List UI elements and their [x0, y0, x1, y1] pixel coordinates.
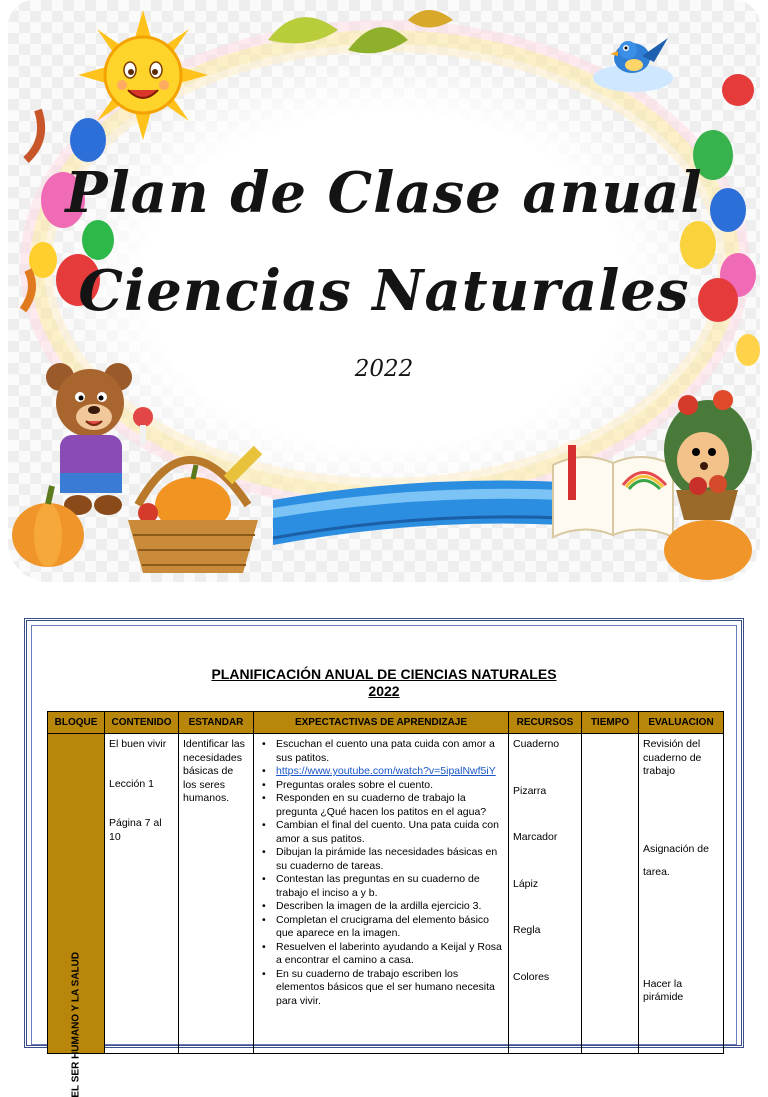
- recurso-item: Colores: [513, 970, 550, 983]
- cell-evaluacion: [639, 734, 724, 1054]
- estandar-text: Identificar las necesidades básicas de los seres humanos.: [183, 738, 245, 804]
- cover-year: 2022: [354, 356, 414, 382]
- cover-title-line-1: Plan de Clase anual: [65, 160, 703, 226]
- list-item: • En su cuaderno de trabajo escriben los elementos básicos que el ser humano necesita para vivir.: [258, 968, 504, 1009]
- planning-title: PLANIFICACIÓN ANUAL DE CIENCIAS NATURALES: [211, 666, 557, 682]
- evaluacion-item: tarea.: [643, 866, 670, 878]
- bird-icon: [588, 20, 678, 100]
- list-item: • Escuchan el cuento una pata cuida con amor a sus patitos.: [258, 738, 504, 765]
- list-item: • Contestan las preguntas en su cuaderno de trabajo el inciso a y b.: [258, 873, 504, 900]
- video-link[interactable]: https://www.youtube.com/watch?v=5ipalNwf5iY: [276, 765, 496, 777]
- planning-year: 2022: [368, 683, 400, 699]
- list-item: • Cambian el final del cuento. Una pata cuida con amor a sus patitos.: [258, 819, 504, 846]
- header-expectativas: EXPECTACTIVAS DE APRENDIZAJE: [254, 712, 509, 734]
- evaluacion-item: Asignación de: [643, 842, 709, 855]
- planning-table: [47, 711, 724, 1097]
- header-evaluacion: EVALUACION: [639, 712, 724, 734]
- leaves-top-icon: [258, 0, 458, 70]
- recurso-item: Regla: [513, 924, 541, 936]
- cell-tiempo: [582, 734, 639, 1054]
- recurso-item: Lápiz: [513, 877, 539, 890]
- cell-estandar: [179, 734, 254, 1054]
- list-item: • Responden en su cuaderno de trabajo la pregunta ¿Qué hacen los patitos en el agua?: [258, 792, 504, 819]
- list-item: [258, 765, 504, 779]
- list-item: • Resuelven el laberinto ayudando a Keijal y Rosa a encontrar el camino a casa.: [258, 941, 504, 968]
- header-tiempo: TIEMPO: [582, 712, 639, 734]
- expectativas-list: [258, 738, 504, 1008]
- contenido-topic: El buen vivir: [109, 738, 167, 750]
- table-header-row: [48, 712, 724, 734]
- header-recursos: RECURSOS: [509, 712, 582, 734]
- header-contenido: CONTENIDO: [105, 712, 179, 734]
- cover-page: [8, 0, 760, 582]
- list-item: • Completan el crucigrama del elemento básico que aparece en la imagen.: [258, 914, 504, 941]
- cell-recursos: [509, 734, 582, 1054]
- list-item: • Describen la imagen de la ardilla ejercicio 3.: [258, 900, 504, 914]
- table-row: [48, 734, 724, 1054]
- cell-expectativas: [254, 734, 509, 1054]
- list-item: • Dibujan la pirámide las necesidades básicas en su cuaderno de tareas.: [258, 846, 504, 873]
- cell-contenido: [105, 734, 179, 1054]
- evaluacion-item: Revisión del cuaderno de trabajo: [643, 738, 702, 777]
- evaluacion-item: Hacer la pirámide: [643, 977, 684, 1003]
- cover-title-line-2: Ciencias Naturales: [78, 258, 690, 324]
- planning-page: [24, 618, 744, 1097]
- bloque-label: EL SER HUMANO Y LA SALUD: [70, 951, 82, 1097]
- hedgehog-icon: [658, 380, 758, 580]
- contenido-lesson: Lección 1: [109, 777, 154, 790]
- list-item: • Preguntas orales sobre el cuento.: [258, 779, 504, 793]
- recurso-item: Pizarra: [513, 784, 547, 797]
- cell-bloque: [48, 734, 105, 1097]
- basket-icon: [118, 425, 278, 575]
- header-estandar: ESTANDAR: [179, 712, 254, 734]
- contenido-pages: Página 7 al 10: [109, 817, 162, 843]
- header-bloque: BLOQUE: [48, 712, 105, 734]
- recurso-item: Cuaderno: [513, 738, 560, 750]
- recurso-item: Marcador: [513, 831, 558, 843]
- pumpkin-left-icon: [8, 480, 88, 570]
- ribbon-banner-icon: [273, 470, 563, 565]
